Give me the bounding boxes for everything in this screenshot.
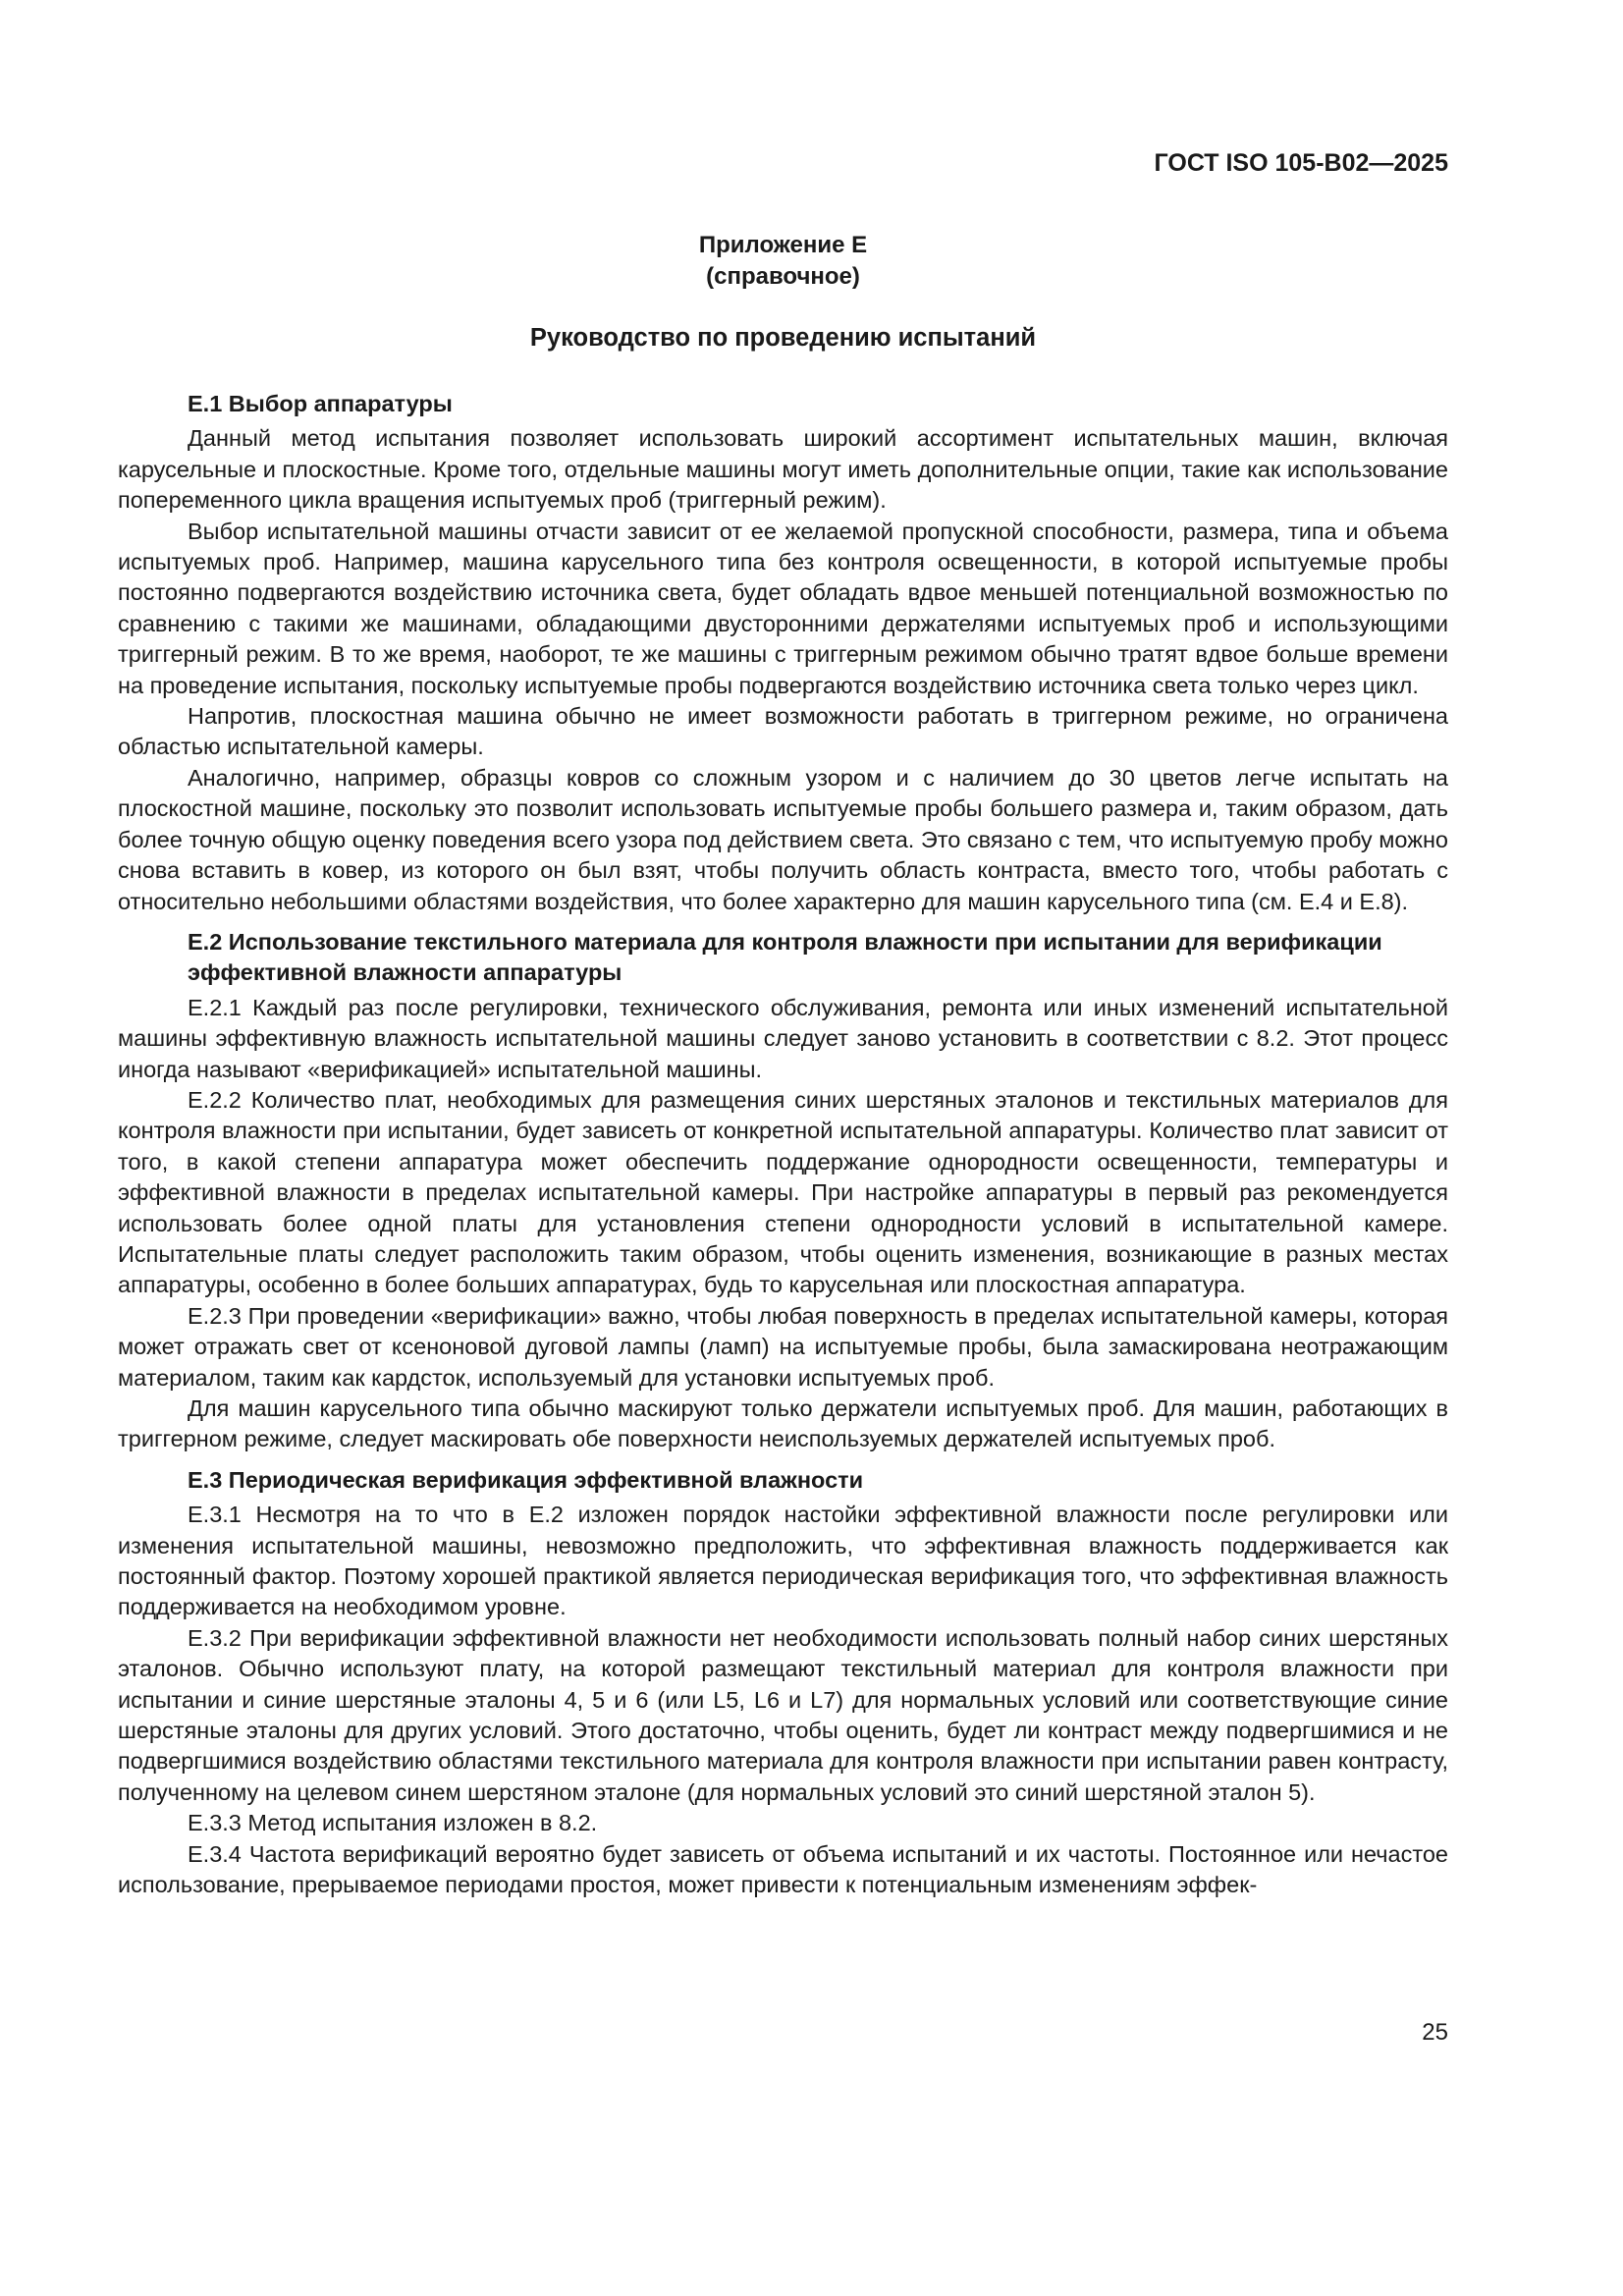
paragraph: Е.2.3 При проведении «верификации» важно, чтобы любая поверхность в пределах испытательной камеры, которая может отражать свет от ксеноновой дуговой лампы (ламп) на испытуемые пробы, была замаскирована неотражающим материалом, таким как кардсток, используемый для установки испытуемых проб. bbox=[118, 1302, 1448, 1391]
paragraph: Е.2.2 Количество плат, необходимых для размещения синих шерстяных эталонов и текстильных материалов для контроля влажности при испытании, будет зависеть от конкретной испытательной аппаратуры. Количество плат зависит от того, в какой степени аппаратура может обеспечить поддержание однородности освещенности, температуры и эффективной влажности в пределах испытательной камеры. При настройке аппаратуры в первый раз рекомендуется использовать более одной платы для установления степени однородности условий в испытательной камере. Испытательные платы следует расположить таким образом, чтобы оценить изменения, возникающие в разных местах аппаратуры, особенно в более больших аппаратурах, будь то карусельная или плоскостная аппаратура. bbox=[118, 1086, 1448, 1298]
paragraph: Е.3.1 Несмотря на то что в Е.2 изложен порядок настойки эффективной влажности после регулировки или изменения испытательной машины, невозможно предположить, что эффективная влажность поддерживается как постоянный фактор. Поэтому хорошей практикой является периодическая верификация того, что эффективная влажность поддерживается на необходимом уровне. bbox=[118, 1502, 1448, 1620]
annex-type: (справочное) bbox=[706, 263, 860, 290]
page-content bbox=[118, 230, 1448, 1901]
paragraph: Е.3.4 Частота верификаций вероятно будет зависеть от объема испытаний и их частоты. Постоянное или нечастое использование, прерываемое периодами простоя, может привести к потенциальным изменениям эффек- bbox=[118, 1840, 1448, 1898]
paragraph: Е.3.2 При верификации эффективной влажности нет необходимости использовать полный набор синих шерстяных эталонов. Обычно используют плату, на которой размещают текстильный материал для контроля влажности при испытании и синие шерстяные эталоны 4, 5 и 6 (или L5, L6 и L7) для нормальных условий или соответствующие синие шерстяные эталоны для других условий. Этого достаточно, чтобы оценить, будет ли контраст между подвергшимися и не подвергшимися воздействию областями текстильного материала для контроля влажности при испытании равен контрасту, полученному на целевом синем шерстяном эталоне (для нормальных условий это синий шерстяной эталон 5). bbox=[118, 1624, 1448, 1805]
section-heading-e2: Е.2 Использование текстильного материала для контроля влажности при испытании для верификации эффективной влажности аппаратуры bbox=[188, 928, 1382, 986]
section-heading-e3: Е.3 Периодическая верификация эффективной влажности bbox=[188, 1466, 864, 1493]
paragraph: Напротив, плоскостная машина обычно не имеет возможности работать в триггерном режиме, но ограничена областью испытательной камеры. bbox=[118, 703, 1448, 760]
annex-title: Руководство по проведению испытаний bbox=[529, 324, 1037, 352]
annex-label: Приложение Е bbox=[698, 232, 868, 258]
page-number: 25 bbox=[1422, 2019, 1448, 2046]
paragraph: Аналогично, например, образцы ковров со сложным узором и с наличием до 30 цветов легче испытать на плоскостной машине, поскольку это позволит использовать испытуемые пробы большего размера и, таким образом, дать более точную общую оценку поведения всего узора под действием света. Это связано с тем, что испытуемую пробу можно снова вставить в ковер, из которого он был взят, чтобы получить область контраста, вместо того, чтобы работать с относительно небольшими областями воздействия, что более характерно для машин карусельного типа (см. Е.4 и Е.8). bbox=[118, 764, 1448, 914]
document-code: ГОСТ ISO 105-B02—2025 bbox=[1154, 149, 1448, 177]
paragraph: Данный метод испытания позволяет использовать широкий ассортимент испытательных машин, включая карусельные и плоскостные. Кроме того, отдельные машины могут иметь дополнительные опции, такие как использование попеременного цикла вращения испытуемых проб (триггерный режим). bbox=[118, 425, 1448, 514]
paragraph: Е.2.1 Каждый раз после регулировки, технического обслуживания, ремонта или иных изменений испытательной машины эффективную влажность испытательной машины следует заново установить в соответствии с 8.2. Этот процесс иногда называют «верификацией» испытательной машины. bbox=[118, 994, 1448, 1082]
paragraph: Для машин карусельного типа обычно маскируют только держатели испытуемых проб. Для машин, работающих в триггерном режиме, следует маскировать обе поверхности неиспользуемых держателей испытуемых проб. bbox=[118, 1395, 1448, 1452]
section-heading-e1: Е.1 Выбор аппаратуры bbox=[188, 391, 453, 416]
paragraph: Выбор испытательной машины отчасти зависит от ее желаемой пропускной способности, размера, типа и объема испытуемых проб. Например, машина карусельного типа без контроля освещенности, в которой испытуемые пробы постоянно подвергаются воздействию источника света, будет обладать вдвое меньшей потенциальной возможностью по сравнению с такими же машинами, обладающими двусторонними держателями испытуемых проб и использующими триггерный режим. В то же время, наоборот, те же машины с триггерным режимом обычно тратят вдвое больше времени на проведение испытания, поскольку испытуемые пробы подвергаются воздействию источника света только через цикл. bbox=[118, 518, 1448, 698]
paragraph: Е.3.3 Метод испытания изложен в 8.2. bbox=[188, 1810, 598, 1836]
